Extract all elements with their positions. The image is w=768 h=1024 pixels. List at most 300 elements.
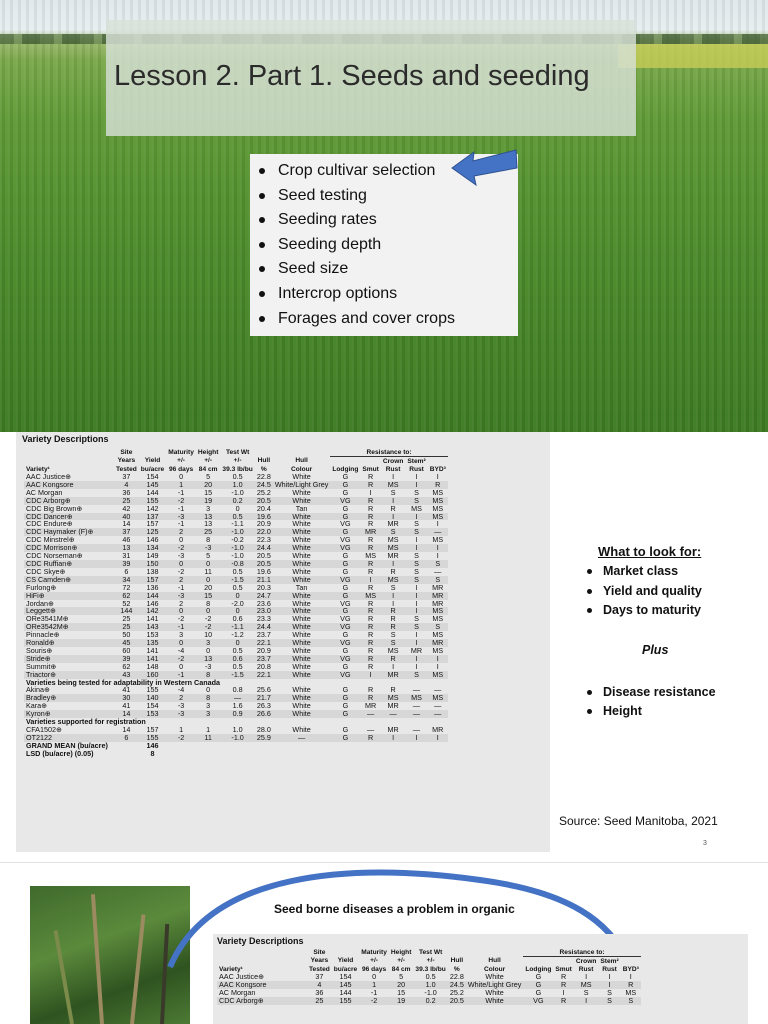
table-cell: 10 <box>204 630 213 640</box>
oat-stalk <box>54 930 74 1024</box>
table-cell: S <box>414 487 419 497</box>
bullet-icon <box>259 266 265 272</box>
table-cell: — <box>412 701 421 711</box>
table-cell: R <box>368 472 374 481</box>
table-cell: — <box>381 710 406 718</box>
table-cell: -1 <box>370 987 378 997</box>
table-cell: 20 <box>389 981 414 989</box>
table-cell: S <box>414 566 419 576</box>
table-cell: S <box>598 997 620 1005</box>
table-cell: 154 <box>146 472 159 481</box>
table-cell: 141 <box>146 614 159 624</box>
table-cell: 23.7 <box>256 630 271 640</box>
table-cell: — <box>412 725 421 734</box>
table-cell: White <box>273 592 331 600</box>
table-cell: 1 <box>206 725 211 734</box>
table-cell: R <box>368 614 374 624</box>
table-cell: 0.5 <box>232 645 243 655</box>
table-cell <box>330 750 360 758</box>
column-header: bu/acre <box>140 465 165 473</box>
table-cell: 41 <box>122 701 131 711</box>
bullet-icon <box>587 569 592 574</box>
table-cell: White <box>273 623 331 631</box>
table-cell: Jordan⊕ <box>26 598 54 608</box>
table-cell: 145 <box>139 481 166 489</box>
table-cell: White <box>292 725 311 734</box>
table-cell: I <box>405 607 427 615</box>
table-cell: 0.9 <box>220 710 254 718</box>
table-cell: -1 <box>177 582 185 592</box>
table-cell: MR <box>387 701 399 711</box>
table-cell: 46 <box>122 535 131 545</box>
table-cell: MS <box>432 503 444 513</box>
list-item-label: Forages and cover crops <box>278 309 455 327</box>
table-cell <box>255 742 273 750</box>
table-cell: 20 <box>196 481 221 489</box>
variety-table-preview <box>213 934 748 1024</box>
list-item-label: Seed size <box>278 260 349 278</box>
table-cell: 24.4 <box>256 543 271 553</box>
table-cell: I <box>415 472 418 481</box>
table-cell: 26.3 <box>256 701 271 711</box>
table-cell: 1.6 <box>232 701 243 711</box>
table-cell: MS <box>428 497 448 505</box>
table-cell: 160 <box>139 671 166 679</box>
list-item <box>576 601 768 621</box>
table-cell: 155 <box>139 497 166 505</box>
table-cell: MS <box>432 487 444 497</box>
table-cell: 39 <box>114 560 139 568</box>
table-cell: 3 <box>206 701 211 711</box>
table-cell: I <box>608 972 611 981</box>
table-cell: 1.0 <box>220 481 254 489</box>
column-header: +/- <box>370 957 378 965</box>
table-cell: 20.5 <box>256 558 271 568</box>
table-cell: 0 <box>179 535 184 545</box>
table-cell: White <box>292 519 311 529</box>
table-cell: White <box>273 544 331 552</box>
table-cell: 22.1 <box>256 669 271 679</box>
table-cell: 23.6 <box>256 598 271 608</box>
table-cell: Akina⊕ <box>26 685 51 695</box>
table-cell: 52 <box>122 598 131 608</box>
table-cell: 135 <box>139 639 166 647</box>
table-cell: 0.5 <box>220 513 254 521</box>
table-cell: -1 <box>177 503 185 513</box>
table-cell: White <box>485 972 504 981</box>
table-cell: R <box>360 607 380 615</box>
table-cell <box>220 750 254 758</box>
table-cell: 8 <box>206 598 211 608</box>
table-cell: Leggett⊕ <box>24 607 114 615</box>
table-cell: R <box>368 661 374 671</box>
table-cell: 13 <box>114 544 139 552</box>
table-cell: CS Camden⊕ <box>24 576 114 584</box>
table-cell: 0.2 <box>413 997 447 1005</box>
table-cell: 0 <box>372 972 377 981</box>
column-header <box>360 457 380 466</box>
section-label: Varieties being tested for adaptability in Western Canada <box>26 677 220 687</box>
table-cell: 1 <box>179 725 184 734</box>
table-cell: CDC Morrison⊕ <box>24 544 114 552</box>
table-cell: — <box>428 528 448 536</box>
table-cell: R <box>553 997 573 1005</box>
table-cell: 0 <box>179 661 184 671</box>
table-cell: 154 <box>339 972 352 981</box>
table-cell: Furlong⊕ <box>26 582 57 592</box>
table-cell: Pinnacle⊕ <box>26 630 60 640</box>
table-cell: 25 <box>196 528 221 536</box>
table-cell: I <box>369 487 372 497</box>
table-cell: 153 <box>139 710 166 718</box>
table-cell: I <box>381 497 406 505</box>
table-cell: White <box>273 607 331 615</box>
table-cell: 0.5 <box>425 972 436 981</box>
table-cell: S <box>390 582 396 592</box>
table-cell: R <box>360 481 380 489</box>
column-header: Test Wt <box>418 948 443 956</box>
column-header: Yield <box>144 457 161 465</box>
table-cell: VG <box>523 997 553 1005</box>
table-cell <box>330 742 360 750</box>
background-canola-field <box>618 44 768 68</box>
column-header: Hull <box>257 457 271 465</box>
table-cell: -1.5 <box>220 671 254 679</box>
table-cell: -1.0 <box>231 551 244 561</box>
table-cell: G <box>330 710 360 718</box>
table-cell: CDC Minstrel⊕ <box>26 535 75 545</box>
table-cell: -3 <box>177 701 185 711</box>
table-cell: VG <box>340 519 351 529</box>
table-cell: CDC Norseman⊕ <box>26 551 83 561</box>
column-header: Site <box>313 948 326 956</box>
table-cell: I <box>381 513 406 521</box>
table-cell: 62 <box>122 661 131 671</box>
table-cell: Kyron⊕ <box>24 710 114 718</box>
table-cell: White <box>292 551 311 561</box>
table-cell: 36 <box>315 987 324 997</box>
table-cell: 25.2 <box>449 987 464 997</box>
table-cell: 11 <box>204 566 212 576</box>
table-cell: S <box>428 623 448 631</box>
table-cell: 36 <box>122 487 131 497</box>
oat-stalk <box>130 914 145 1024</box>
table-cell: White <box>273 710 331 718</box>
table-cell: S <box>405 671 427 679</box>
bullet-icon <box>259 316 265 322</box>
section-label: Varieties supported for registration <box>26 717 146 727</box>
table-cell: 141 <box>146 645 159 655</box>
table-cell <box>166 742 196 750</box>
table-cell: MR <box>381 671 406 679</box>
table-cell: 0.5 <box>232 566 243 576</box>
table-cell: White <box>292 661 311 671</box>
table-title: Variety Descriptions <box>22 434 109 444</box>
table-cell: 20 <box>204 582 213 592</box>
table-cell: MS <box>428 607 448 615</box>
table-cell: R <box>360 497 380 505</box>
slide-1 <box>0 0 768 432</box>
table-cell: Summit⊕ <box>26 661 57 671</box>
table-cell: I <box>585 972 588 981</box>
list-item-label: Seeding depth <box>278 235 382 253</box>
plus-list <box>576 683 768 722</box>
table-cell: MR <box>428 639 448 647</box>
table-cell: 24.7 <box>256 590 271 600</box>
table-cell: CDC Ruffian⊕ <box>24 560 114 568</box>
table-cell: White <box>273 655 331 663</box>
table-cell: R <box>390 503 396 513</box>
list-item <box>250 233 518 258</box>
table-cell: I <box>428 544 448 552</box>
table-header-row <box>217 957 641 966</box>
table-cell: MS <box>625 987 637 997</box>
table-cell: MR <box>432 582 444 592</box>
table-cell: MR <box>432 598 444 608</box>
table-cell: AAC Kongsore <box>24 481 114 489</box>
table-cell: 28.0 <box>256 725 271 734</box>
table-cell: -2 <box>204 614 212 624</box>
table-cell: R <box>368 566 374 576</box>
table-cell: MR <box>365 701 377 711</box>
column-header: Hull <box>488 957 501 965</box>
table-cell: I <box>360 671 380 679</box>
table-cell: 19 <box>196 497 221 505</box>
table-cell: 1 <box>359 981 389 989</box>
table-cell: G <box>330 592 360 600</box>
seed-borne-heading: Seed borne diseases a problem in organic <box>274 902 515 916</box>
list-item-label: Disease resistance <box>603 684 716 699</box>
table-cell: R <box>553 981 573 989</box>
table-cell: 45 <box>114 639 139 647</box>
table-cell: I <box>562 987 565 997</box>
table-cell: 37 <box>114 528 139 536</box>
table-cell: 43 <box>114 671 139 679</box>
column-header: +/- <box>204 457 213 465</box>
table-cell: 144 <box>114 607 139 615</box>
table-cell: R <box>390 685 396 695</box>
table-cell: I <box>415 630 418 640</box>
table-cell: 25 <box>114 623 139 631</box>
column-header: Variety¹ <box>26 465 50 473</box>
table-cell: VG <box>330 576 360 584</box>
table-cell: R <box>360 513 380 521</box>
table-cell: 24.5 <box>449 979 464 989</box>
table-cell: White <box>292 701 311 711</box>
column-header: Rust <box>409 465 424 473</box>
table-cell: White <box>485 987 504 997</box>
bullet-icon <box>259 291 265 297</box>
table-cell: 0.5 <box>232 472 243 481</box>
table-cell: 15 <box>397 987 406 997</box>
table-cell: 141 <box>139 655 166 663</box>
table-cell: G <box>330 481 360 489</box>
table-cell: — <box>367 725 375 734</box>
column-header: Crown <box>382 457 404 465</box>
table-cell: VG <box>330 639 360 647</box>
column-header <box>332 948 359 957</box>
table-cell: — <box>434 701 442 711</box>
table-cell <box>273 750 331 758</box>
table-cell: 6 <box>124 566 129 576</box>
table-cell: -2 <box>166 655 196 663</box>
table-cell: G <box>330 560 360 568</box>
table-cell: I <box>405 544 427 552</box>
table-cell: S <box>428 576 448 584</box>
table-cell: -2 <box>196 623 221 631</box>
table-cell: 40 <box>114 513 139 521</box>
table-cell: 50 <box>122 630 131 640</box>
table-cell: -3 <box>166 513 196 521</box>
column-header: Rust <box>578 965 594 973</box>
table-cell: S <box>428 560 448 568</box>
table-cell: S <box>390 487 396 497</box>
table-cell: 5 <box>399 972 404 981</box>
column-header: Colour <box>290 465 313 473</box>
column-header: Hull <box>295 457 308 465</box>
table-cell: 142 <box>139 607 166 615</box>
table-cell: I <box>405 734 427 742</box>
table-cell: 144 <box>146 487 159 497</box>
table-cell: -0.2 <box>231 535 244 545</box>
column-header <box>553 957 573 966</box>
table-cell <box>405 750 427 758</box>
table-cell: -2 <box>177 614 185 624</box>
column-header: 39.3 lb/bu <box>222 465 253 473</box>
table-cell: Bradley⊕ <box>24 694 114 702</box>
table-cell: R <box>368 630 374 640</box>
table-cell: R <box>368 598 374 608</box>
table-cell: R <box>381 623 406 631</box>
table-cell: I <box>415 535 418 545</box>
table-title: Variety Descriptions <box>217 936 304 946</box>
table-cell: 0.2 <box>220 497 254 505</box>
table-cell: -1.0 <box>424 987 437 997</box>
table-cell: White <box>292 614 311 624</box>
bullet-icon <box>587 589 592 594</box>
table-cell: White <box>292 630 311 640</box>
table-cell: White <box>466 997 524 1005</box>
title-box <box>106 20 636 136</box>
table-cell: R <box>360 544 380 552</box>
column-header: Height <box>197 448 219 456</box>
table-cell: White <box>292 472 311 481</box>
table-cell: G <box>342 661 349 671</box>
table-cell: -2 <box>166 734 196 742</box>
table-cell: CDC Haymaker (F)⊕ <box>24 528 114 536</box>
table-cell: 25.2 <box>256 487 271 497</box>
table-cell: 3 <box>196 639 221 647</box>
table-cell: White <box>292 645 311 655</box>
page-number: 3 <box>703 840 707 847</box>
table-cell: S <box>414 614 419 624</box>
slide-title: Lesson 2. Part 1. Seeds and seeding <box>114 60 590 92</box>
table-cell: 41 <box>122 685 131 695</box>
column-header: Colour <box>483 965 506 973</box>
table-cell <box>360 742 380 750</box>
list-item <box>250 257 518 282</box>
column-header <box>139 448 166 457</box>
table-cell: 3 <box>206 503 211 513</box>
table-cell: -4 <box>177 645 185 655</box>
column-header: Rust <box>602 965 617 973</box>
table-cell <box>381 750 406 758</box>
table-cell: I <box>360 576 380 584</box>
table-cell: I <box>415 598 418 608</box>
table-cell: MS <box>432 630 444 640</box>
column-header <box>330 457 360 466</box>
table-cell: S <box>583 987 589 997</box>
look-heading: What to look for: <box>598 544 702 559</box>
table-cell: 0 <box>206 645 211 655</box>
table-cell: Souris⊕ <box>26 645 53 655</box>
table-cell: R <box>368 645 374 655</box>
table-cell: 2 <box>179 598 184 608</box>
table-cell: White <box>292 535 311 545</box>
column-header: +/- <box>397 957 406 965</box>
table-cell: 5 <box>206 472 211 481</box>
table-cell: ORe3542M⊕ <box>24 623 114 631</box>
table-cell: 140 <box>139 694 166 702</box>
table-cell: 23.7 <box>256 653 271 663</box>
table-cell: -2 <box>177 566 185 576</box>
table-cell: R <box>381 655 406 663</box>
table-cell: -1.1 <box>231 519 244 529</box>
table-cell: 37 <box>315 972 324 981</box>
table-cell: 20.8 <box>256 661 271 671</box>
table-cell: S <box>405 576 427 584</box>
column-header: Resistance to: <box>330 448 447 457</box>
table-cell: -2 <box>166 544 196 552</box>
table-cell: 11 <box>196 734 221 742</box>
table-cell: White <box>292 685 311 695</box>
table-cell: Triactor⊕ <box>24 671 114 679</box>
list-item <box>576 683 768 703</box>
column-header: +/- <box>426 957 435 965</box>
table-cell: VG <box>330 497 360 505</box>
table-cell: R <box>368 519 374 529</box>
table-cell: MS <box>365 551 376 561</box>
column-header: BYD³ <box>622 965 639 973</box>
column-header: Maturity <box>168 448 194 456</box>
column-header <box>24 457 114 466</box>
table-cell: 20.5 <box>256 495 271 505</box>
table-cell: I <box>436 661 439 671</box>
table-cell: 20.4 <box>256 503 271 513</box>
table-cell: VG <box>330 544 360 552</box>
table-cell: 136 <box>146 582 159 592</box>
table-cell: -1.0 <box>231 487 244 497</box>
table-cell: MS <box>360 592 380 600</box>
table-cell: -1.0 <box>220 528 254 536</box>
table-cell: MS <box>428 671 448 679</box>
table-cell: 0 <box>166 560 196 568</box>
table-cell: MS <box>432 614 444 624</box>
table-cell: 157 <box>146 725 159 734</box>
table-cell: MS <box>432 535 444 545</box>
list-item <box>576 702 768 722</box>
source-citation: Source: Seed Manitoba, 2021 <box>559 814 718 828</box>
table-cell: I <box>381 734 406 742</box>
table-cell: 1.0 <box>232 725 243 734</box>
table-cell: 22.8 <box>256 472 271 481</box>
table-cell: 72 <box>122 582 131 592</box>
table-cell: 155 <box>332 997 359 1005</box>
table-cell: R <box>360 639 380 647</box>
table-cell: 0.8 <box>232 685 243 695</box>
table-cell: G <box>342 582 349 592</box>
table-cell: I <box>392 472 395 481</box>
